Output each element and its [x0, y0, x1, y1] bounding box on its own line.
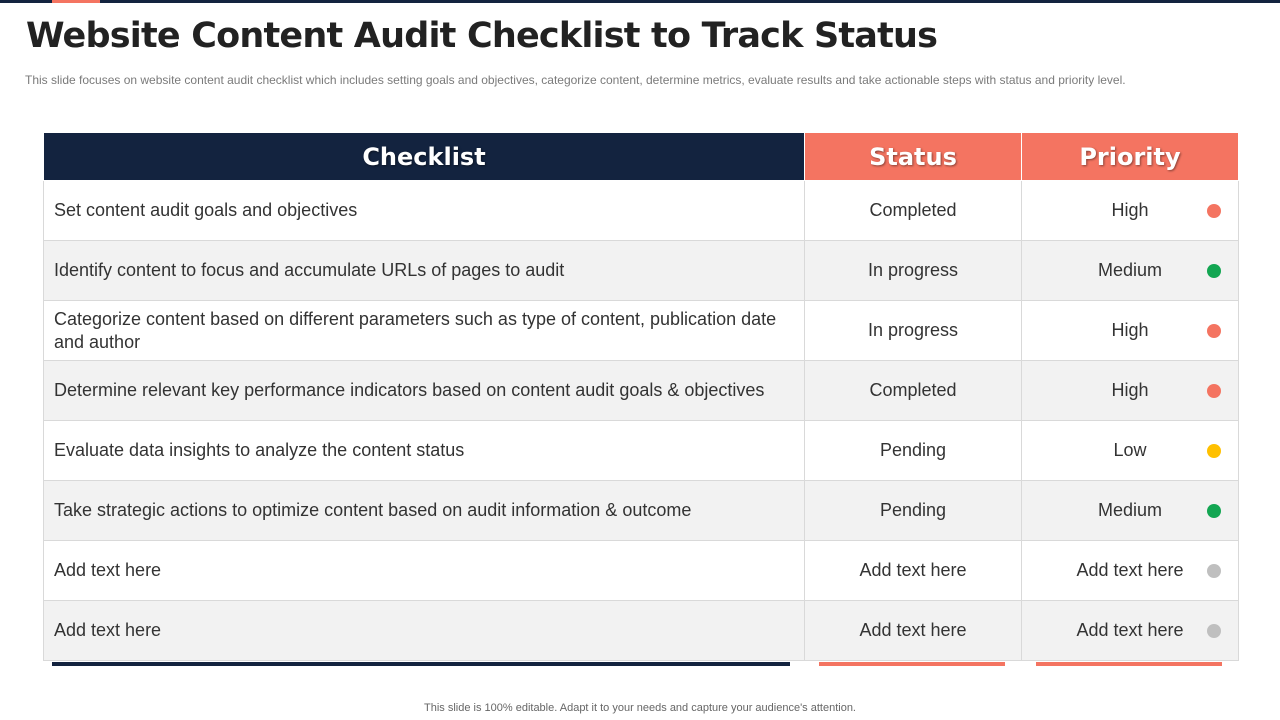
priority-cell	[1022, 301, 1239, 361]
priority-cell	[1022, 181, 1239, 241]
status-cell: In progress	[805, 301, 1022, 361]
priority-dot-icon	[1207, 204, 1221, 218]
priority-cell	[1022, 421, 1239, 481]
checklist-cell: Take strategic actions to optimize content based on audit information & outcome	[44, 481, 805, 541]
header-priority: Priority	[1022, 133, 1239, 181]
checklist-underline	[52, 662, 790, 666]
priority-underline	[1036, 662, 1222, 666]
checklist-cell: Evaluate data insights to analyze the content status	[44, 421, 805, 481]
status-cell: Completed	[805, 181, 1022, 241]
checklist-cell: Determine relevant key performance indicators based on content audit goals & objectives	[44, 361, 805, 421]
checklist-cell: Identify content to focus and accumulate URLs of pages to audit	[44, 241, 805, 301]
status-cell: Add text here	[805, 541, 1022, 601]
priority-dot-icon	[1207, 564, 1221, 578]
priority-label: Add text here	[1076, 620, 1184, 640]
priority-dot-icon	[1207, 504, 1221, 518]
priority-label: Medium	[1097, 500, 1163, 520]
priority-dot-icon	[1207, 384, 1221, 398]
priority-dot-icon	[1207, 624, 1221, 638]
checklist-cell: Add text here	[44, 601, 805, 661]
table-row	[44, 241, 1239, 301]
priority-label: High	[1111, 200, 1149, 220]
table-row	[44, 301, 1239, 361]
priority-cell	[1022, 361, 1239, 421]
priority-cell	[1022, 241, 1239, 301]
table-row	[44, 541, 1239, 601]
checklist-table	[43, 132, 1239, 661]
priority-label: Low	[1113, 440, 1147, 460]
table-header-row	[44, 133, 1239, 181]
table-row	[44, 421, 1239, 481]
header-status: Status	[805, 133, 1022, 181]
table-row	[44, 361, 1239, 421]
top-border-bar	[0, 0, 1280, 3]
status-underline	[819, 662, 1005, 666]
slide-footer: This slide is 100% editable. Adapt it to your needs and capture your audience's attention.	[424, 702, 856, 714]
status-cell: Pending	[805, 421, 1022, 481]
top-accent-bar	[52, 0, 100, 3]
status-cell: In progress	[805, 241, 1022, 301]
priority-label: Add text here	[1076, 560, 1184, 580]
slide-title: Website Content Audit Checklist to Track Status	[26, 16, 938, 56]
table-row	[44, 481, 1239, 541]
priority-cell	[1022, 601, 1239, 661]
header-checklist: Checklist	[44, 133, 805, 181]
priority-dot-icon	[1207, 264, 1221, 278]
priority-cell	[1022, 481, 1239, 541]
checklist-cell: Add text here	[44, 541, 805, 601]
status-cell: Pending	[805, 481, 1022, 541]
priority-dot-icon	[1207, 324, 1221, 338]
priority-dot-icon	[1207, 444, 1221, 458]
priority-label: Medium	[1097, 260, 1163, 280]
checklist-cell: Categorize content based on different parameters such as type of content, publication date and author	[44, 301, 805, 361]
checklist-table-container	[43, 132, 1238, 661]
checklist-cell: Set content audit goals and objectives	[44, 181, 805, 241]
status-cell: Completed	[805, 361, 1022, 421]
status-cell: Add text here	[805, 601, 1022, 661]
slide-subtitle: This slide focuses on website content audit checklist which includes setting goals and objectives, categorize content, determine metrics, evaluate results and take actionable steps with status and priority level.	[25, 73, 1126, 87]
priority-label: High	[1111, 380, 1149, 400]
priority-label: High	[1111, 320, 1149, 340]
table-row	[44, 181, 1239, 241]
priority-cell	[1022, 541, 1239, 601]
table-row	[44, 601, 1239, 661]
